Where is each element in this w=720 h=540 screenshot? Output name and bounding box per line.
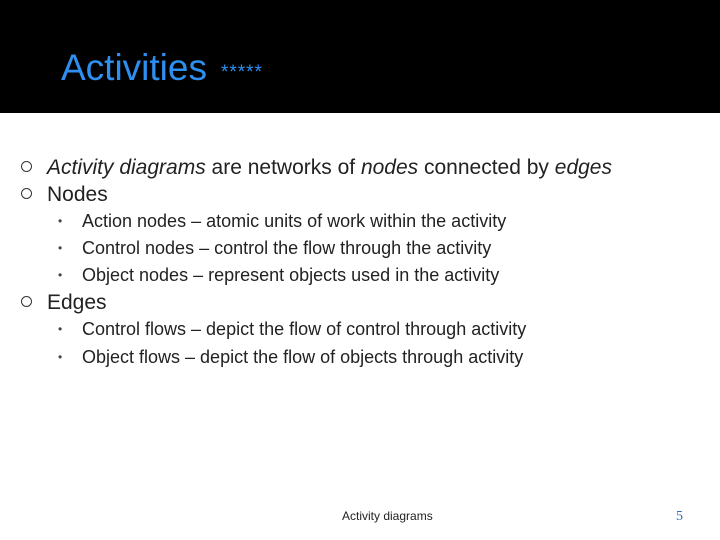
- term-nodes: nodes: [360, 156, 419, 179]
- hollow-circle-bullet-icon: [21, 161, 32, 172]
- bullet-activity-diagrams: [47, 155, 612, 181]
- dot-bullet-icon: •: [58, 322, 63, 336]
- dot-bullet-icon: •: [58, 241, 63, 255]
- slide-footer: Activity diagrams: [342, 509, 433, 523]
- dot-bullet-icon: •: [58, 268, 63, 282]
- dot-bullet-icon: •: [58, 350, 63, 364]
- bullet-label-edges: Edges: [47, 291, 107, 314]
- sub-bullet-text: Action nodes – atomic units of work within the activity: [82, 211, 507, 231]
- sub-bullet-text: Control flows – depict the flow of control through activity: [82, 319, 527, 339]
- bullet-nodes: [47, 182, 108, 208]
- slide-title-text: Activities: [61, 47, 207, 88]
- sub-bullet-control-flows: [58, 318, 527, 340]
- dot-bullet-icon: •: [58, 214, 63, 228]
- sub-bullet-control-nodes: [58, 237, 492, 259]
- sub-bullet-object-flows: [58, 346, 524, 368]
- page-number: 5: [676, 509, 683, 524]
- sub-bullet-text: Control nodes – control the flow through the activity: [82, 238, 492, 258]
- hollow-circle-bullet-icon: [21, 296, 32, 307]
- bullet-text-part: connected by: [418, 156, 555, 179]
- sub-bullet-action-nodes: [58, 210, 507, 232]
- sub-bullet-text: Object flows – depict the flow of objects through activity: [82, 347, 524, 367]
- bullet-edges: [47, 290, 107, 316]
- title-decoration: *****: [220, 62, 263, 83]
- sub-bullet-text: Object nodes – represent objects used in the activity: [82, 265, 500, 285]
- term-activity-diagrams: Activity diagrams: [47, 156, 206, 179]
- bullet-text-part: are networks of: [205, 156, 361, 179]
- term-edges: edges: [554, 156, 612, 179]
- bullet-label-nodes: Nodes: [47, 183, 108, 206]
- hollow-circle-bullet-icon: [21, 188, 32, 199]
- sub-bullet-object-nodes: [58, 264, 500, 286]
